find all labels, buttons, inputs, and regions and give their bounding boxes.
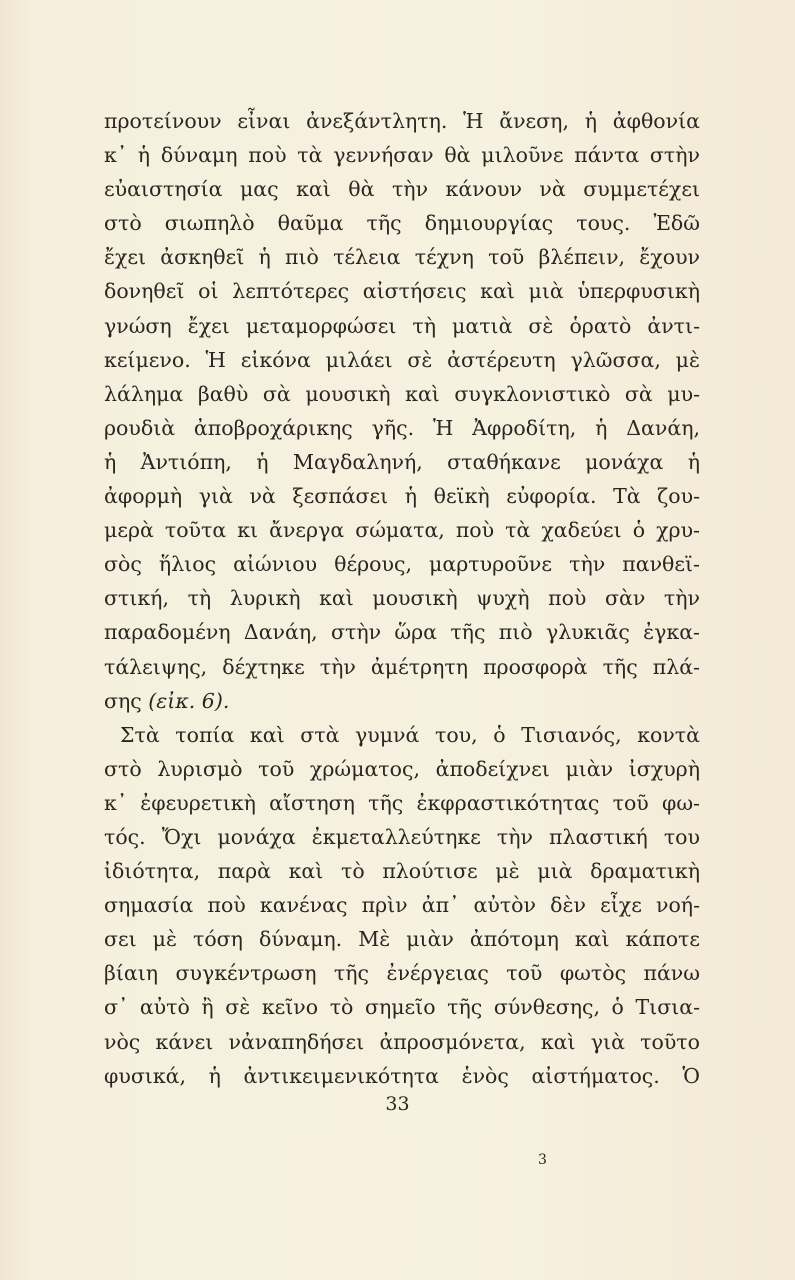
page-number: 33 (385, 1093, 410, 1115)
text-line: νὸς κάνει νἀναπηδήσει ἀπροσμόνετα, καὶ γιὰ τοῦτο (104, 1029, 700, 1054)
text-line: μερὰ τοῦτα κι ἄνεργα σώματα, ποὺ τὰ χαδεύει ὁ χρυ- (104, 518, 700, 543)
text-line: κ᾽ ἐφευρετικὴ αἴστηση τῆς ἐκφραστικότητας τοῦ φω- (104, 790, 700, 815)
text-line: Στὰ τοπία καὶ στὰ γυμνά του, ὁ Τισιανός, κοντὰ (120, 722, 700, 747)
text-line: κ᾽ ἡ δύναμη ποὺ τὰ γεννήσαν θὰ μιλοῦνε πάντα στὴν (104, 143, 700, 168)
text-line: ἀφορμὴ γιὰ νὰ ξεσπάσει ἡ θεϊκὴ εὐφορία. Τὰ ζου- (104, 484, 700, 509)
text-line: στική, τὴ λυρικὴ καὶ μουσικὴ ψυχὴ ποὺ σὰν τὴν (104, 586, 700, 611)
text-line: τός. Ὄχι μονάχα ἐκμεταλλεύτηκε τὴν πλαστική του (104, 824, 700, 849)
text-line: εὐαιστησία μας καὶ θὰ τὴν κάνουν νὰ συμμετέχει (104, 177, 700, 202)
text-line: στὸ σιωπηλὸ θαῦμα τῆς δημιουργίας τους. Ἐδῶ (104, 211, 700, 236)
text-line: τάλειψης, δέχτηκε τὴν ἀμέτρητη προσφορὰ τῆς πλά- (104, 654, 700, 679)
text-line: σὸς ἥλιος αἰώνιου θέρους, μαρτυροῦνε τὴν πανθεϊ- (104, 552, 700, 577)
figure-reference: (εἰκ. 6). (148, 688, 230, 713)
text-line: παραδομένη Δανάη, στὴν ὥρα τῆς πιὸ γλυκιᾶς ἐγκα- (104, 620, 700, 645)
text-line-last (104, 684, 700, 718)
text-line: ἡ Ἀντιόπη, ἡ Μαγδαληνή, σταθήκανε μονάχα ἡ (104, 449, 700, 474)
signature-mark: 3 (538, 1152, 547, 1168)
text-line: γνώση ἔχει μεταμορφώσει τὴ ματιὰ σὲ ὁρατὸ ἀντι- (104, 313, 700, 338)
text-line: σημασία ποὺ κανένας πρὶν ἀπ᾽ αὐτὸν δὲν εἶχε νοή- (104, 893, 700, 918)
text-line: βίαιη συγκέντρωση τῆς ἐνέργειας τοῦ φωτὸς πάνω (104, 961, 700, 986)
text-line: ἰδιότητα, παρὰ καὶ τὸ πλούτισε μὲ μιὰ δραματικὴ (104, 859, 700, 884)
text-line: στὸ λυρισμὸ τοῦ χρώματος, ἀποδείχνει μιὰν ἰσχυρὴ (104, 756, 700, 781)
text-line: δονηθεῖ οἱ λεπτότερες αἰστήσεις καὶ μιὰ ὑπερφυσικὴ (104, 279, 700, 304)
text-line: σει μὲ τόση δύναμη. Μὲ μιὰν ἀπότομη καὶ κάποτε (104, 927, 700, 952)
text-line: σ᾽ αὐτὸ ἢ σὲ κεῖνο τὸ σημεῖο τῆς σύνθεσης, ὁ Τισια- (104, 995, 700, 1020)
text-line: λάλημα βαθὺ σὰ μουσικὴ καὶ συγκλονιστικὸ σὰ μυ- (104, 381, 700, 406)
text-line: ἔχει ἀσκηθεῖ ἡ πιὸ τέλεια τέχνη τοῦ βλέπειν, ἔχουν (104, 245, 700, 270)
text-line: προτείνουν εἶναι ἀνεξάντλητη. Ἡ ἄνεση, ἡ ἀφθονία (104, 109, 700, 133)
text-line: κείμενο. Ἡ εἰκόνα μιλάει σὲ ἀστέρευτη γλῶσσα, μὲ (104, 347, 700, 372)
text-line: ρουδιὰ ἀποβροχάρικης γῆς. Ἡ Ἀφροδίτη, ἡ Δανάη, (104, 415, 700, 440)
body-text (104, 104, 700, 1093)
text-line: φυσικά, ἡ ἀντικειμενικότητα ἑνὸς αἰστήματος. Ὁ (104, 1063, 700, 1088)
line-text: σης (104, 688, 149, 713)
